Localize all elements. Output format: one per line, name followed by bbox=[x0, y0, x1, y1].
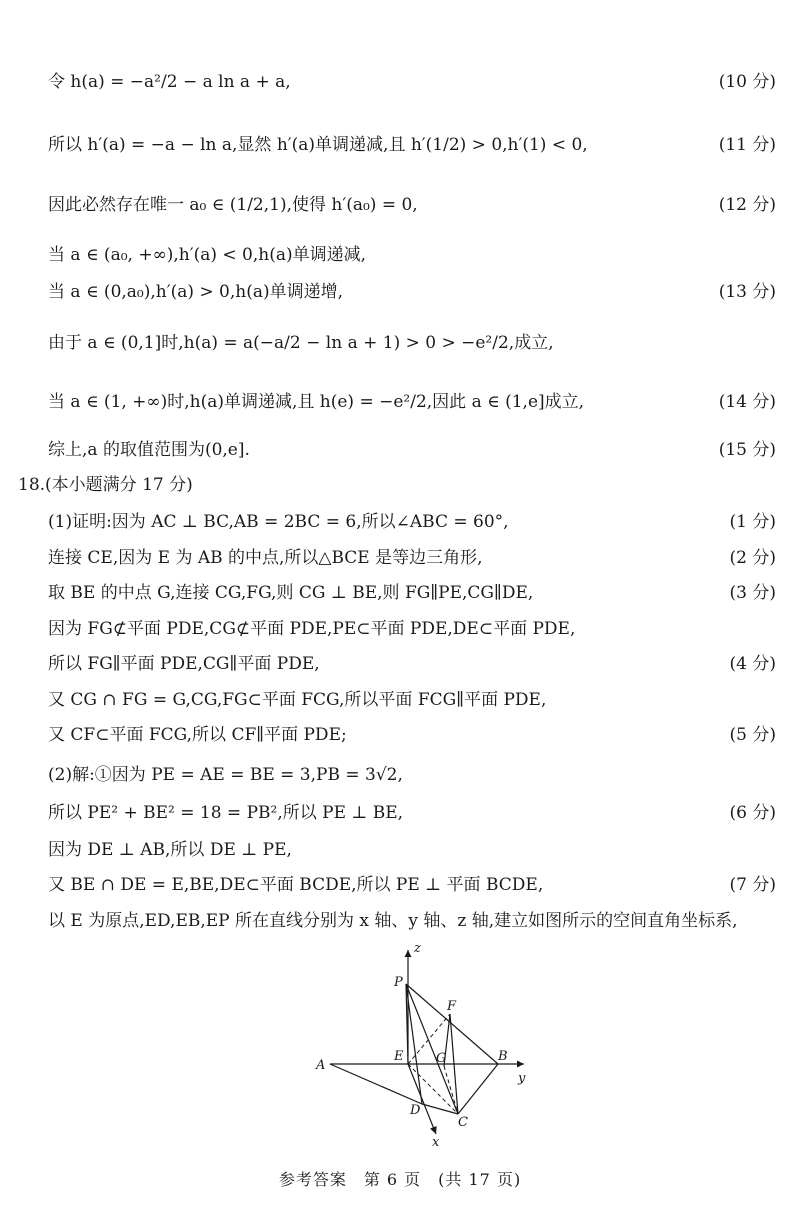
score-label: (2 分) bbox=[729, 548, 776, 568]
label-a: A bbox=[316, 1058, 326, 1073]
label-c: C bbox=[458, 1115, 468, 1130]
label-f: F bbox=[447, 999, 457, 1014]
score-label: (14 分) bbox=[718, 392, 776, 412]
label-e: E bbox=[394, 1049, 404, 1064]
label-z: z bbox=[414, 941, 421, 956]
x-axis bbox=[408, 1064, 436, 1134]
score-label: (10 分) bbox=[718, 72, 776, 92]
coordinate-figure bbox=[300, 938, 532, 1150]
edge-bc bbox=[458, 1064, 498, 1114]
label-b: B bbox=[498, 1049, 508, 1064]
score-label: (7 分) bbox=[729, 875, 776, 895]
label-y: y bbox=[518, 1071, 526, 1086]
edge-ad bbox=[330, 1064, 422, 1104]
score-label: (13 分) bbox=[718, 282, 776, 302]
score-label: (15 分) bbox=[718, 440, 776, 460]
score-label: (4 分) bbox=[729, 654, 776, 674]
score-label: (1 分) bbox=[729, 512, 776, 532]
score-label: (3 分) bbox=[729, 583, 776, 603]
edge-pb bbox=[406, 984, 498, 1064]
score-label: (5 分) bbox=[729, 725, 776, 745]
label-d: D bbox=[410, 1103, 421, 1118]
score-label: (6 分) bbox=[729, 803, 776, 823]
page-footer: 参考答案 第 6 页 (共 17 页) bbox=[278, 1170, 522, 1189]
score-label: (12 分) bbox=[718, 195, 776, 215]
score-label: (11 分) bbox=[718, 135, 776, 155]
label-p: P bbox=[394, 975, 403, 990]
coordinate-figure-svg bbox=[300, 938, 532, 1150]
label-x: x bbox=[432, 1135, 440, 1150]
label-g: G bbox=[436, 1051, 447, 1066]
